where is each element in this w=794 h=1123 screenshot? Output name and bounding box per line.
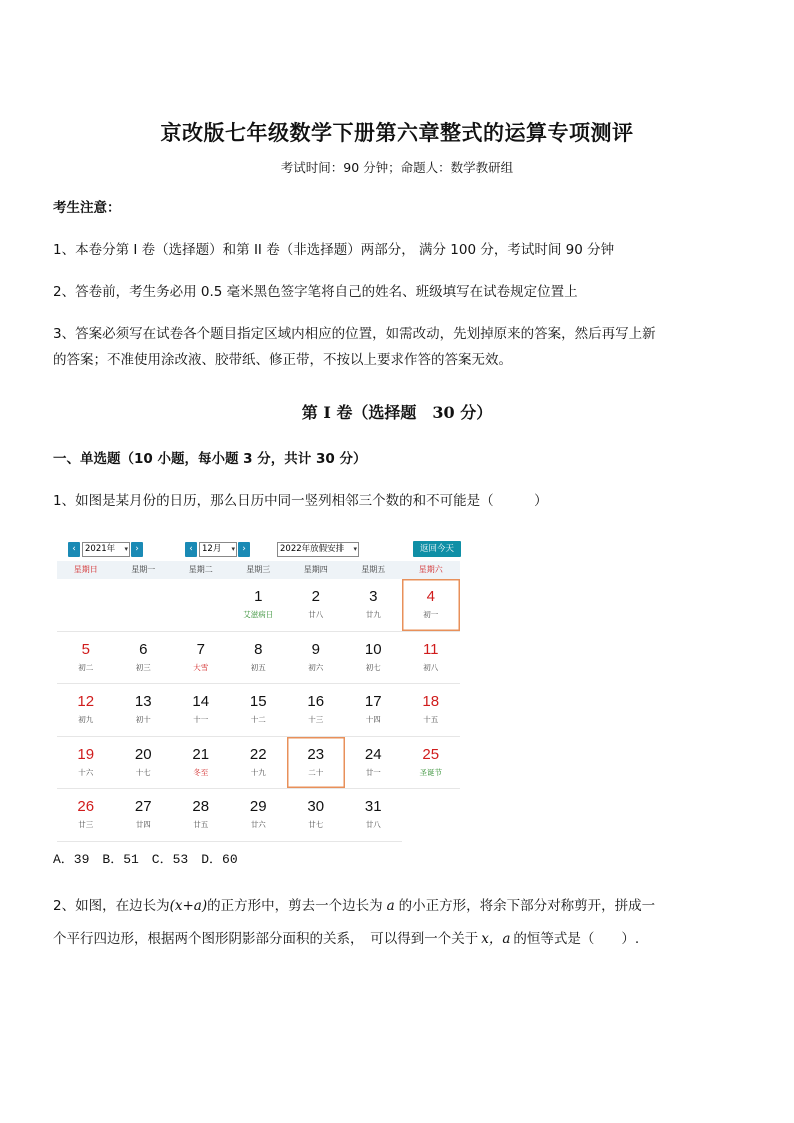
question-1: 1、如图是某月份的日历，那么日历中同一竖列相邻三个数的和不可能是（ ） [53,493,548,509]
lunar-label: 圣诞节 [419,767,442,777]
day-number: 27 [134,798,152,815]
calendar-day[interactable] [172,684,230,737]
day-number: 25 [422,745,440,763]
lunar-label: 十三 [308,715,324,724]
holiday-select[interactable] [277,542,359,557]
lunar-label: 十二 [250,715,266,724]
calendar-day[interactable] [172,737,230,790]
q2-text-d: 个平行四边形，根据两个图形阴影部分面积的关系， 可以得到一个关于 [53,931,479,947]
calendar-day[interactable] [230,737,288,790]
calendar-day[interactable] [287,684,345,737]
next-month-button[interactable]: › [238,542,250,557]
lunar-label: 初八 [423,662,439,672]
lunar-label: 十一 [193,715,209,724]
day-number: 7 [196,640,205,658]
calendar-day[interactable] [57,684,115,737]
notice-3-cont: 的答案；不准使用涂改液、胶带纸、修正带，不按以上要求作答的答案无效。 [53,352,512,368]
day-number: 30 [307,798,325,815]
calendar-empty-cell [172,579,230,632]
day-number: 11 [422,640,439,658]
lunar-label: 廿四 [135,820,151,829]
lunar-label: 廿一 [365,767,381,777]
next-year-button[interactable]: › [131,542,143,557]
lunar-label: 廿七 [308,820,324,829]
day-number: 23 [307,745,325,763]
day-number: 21 [192,745,210,763]
day-number: 6 [139,640,148,658]
lunar-label: 廿六 [250,820,266,829]
prev-year-button[interactable]: ‹ [68,542,80,557]
calendar-day[interactable] [57,737,115,790]
calendar-day[interactable] [345,579,403,632]
chevron-down-icon: ▾ [353,545,357,553]
weekday-thu: 星期四 [303,565,328,574]
calendar-day[interactable] [115,684,173,737]
calendar-day[interactable] [402,579,460,632]
month-select[interactable] [199,542,237,557]
year-select[interactable] [82,542,130,557]
question-1-options: A．39 B．51 C．53 D．60 [53,852,238,867]
day-number: 18 [422,693,440,710]
calendar-day[interactable] [57,789,115,842]
calendar-empty-cell [115,579,173,632]
day-number: 4 [426,588,435,605]
calendar-day[interactable] [115,789,173,842]
calendar [57,539,463,829]
calendar-day[interactable] [172,789,230,842]
lunar-label: 十六 [78,767,94,777]
calendar-empty-cell [57,579,115,632]
day-number: 19 [77,745,95,763]
calendar-day[interactable] [230,579,288,632]
lunar-label: 大雪 [193,662,209,672]
lunar-label: 二十 [308,767,324,777]
lunar-label: 艾滋病日 [243,610,274,619]
day-number: 8 [254,640,263,658]
chevron-down-icon: ▾ [124,545,128,553]
calendar-day[interactable] [115,632,173,685]
notice-heading: 考生注意： [53,200,121,216]
day-number: 14 [192,693,210,710]
day-number: 29 [249,798,267,815]
notice-1: 1、本卷分第 I 卷（选择题）和第 II 卷（非选择题）两部分， 满分 100 分，考试时间 90 分钟 [53,242,615,258]
day-number: 17 [364,693,382,710]
calendar-day[interactable] [287,632,345,685]
part-title: 一、单选题（10 小题，每小题 3 分，共计 30 分） [53,451,367,467]
lunar-label: 十九 [250,767,266,777]
calendar-day[interactable] [287,579,345,632]
q2-vars: x，a [481,931,511,947]
day-number: 15 [249,693,267,710]
calendar-day[interactable] [345,632,403,685]
day-number: 26 [77,798,95,815]
lunar-label: 初九 [78,715,94,724]
day-number: 12 [77,693,95,710]
calendar-day[interactable] [402,684,460,737]
calendar-day[interactable] [345,737,403,790]
q2-text-b: 的正方形中，剪去一个边长为 [207,898,383,914]
day-number: 3 [369,588,378,605]
calendar-day[interactable] [230,684,288,737]
weekday-fri: 星期五 [361,565,386,574]
weekday-header [57,561,460,579]
year-value: 2021年 [85,544,116,554]
day-number: 20 [134,745,152,763]
calendar-day[interactable] [402,737,460,790]
day-number: 28 [192,798,210,815]
day-number: 13 [134,693,152,710]
lunar-label: 初三 [135,662,151,672]
q2-var-a: a [386,898,395,914]
exam-info: 考试时间：90 分钟；命题人：数学教研组 [280,160,514,175]
day-number: 1 [254,588,263,605]
q2-text-a: 2、如图，在边长为 [53,898,170,914]
lunar-label: 廿五 [193,820,209,829]
weekday-sun: 星期日 [73,565,98,574]
lunar-label: 初二 [78,662,94,672]
lunar-label: 初十 [135,715,151,724]
calendar-day[interactable] [345,789,403,842]
day-number: 22 [249,745,267,763]
lunar-label: 廿八 [308,610,324,619]
lunar-label: 十七 [135,767,151,777]
lunar-label: 十五 [423,715,439,724]
q2-text-c: 的小正方形，将余下部分对称剪开，拼成一 [398,898,656,914]
notice-2: 2、答卷前，考生务必用 0.5 毫米黑色签字笔将自己的姓名、班级填写在试卷规定位置上 [53,284,578,300]
notice-3: 3、答案必须写在试卷各个题目指定区域内相应的位置，如需改动，先划掉原来的答案，然后再写上新 [53,326,656,342]
calendar-day[interactable] [345,684,403,737]
lunar-label: 初七 [365,662,381,672]
calendar-day[interactable] [402,632,460,685]
lunar-label: 初六 [308,662,324,672]
lunar-label: 初一 [423,610,439,619]
weekday-wed: 星期三 [246,565,271,574]
lunar-label: 廿八 [365,820,381,829]
back-to-today-button[interactable]: 返回今天 [413,541,461,557]
q2-math-side: (x+a) [169,898,208,914]
question-2-line-2 [53,926,639,953]
weekday-sat: 星期六 [418,565,443,574]
lunar-label: 冬至 [193,767,209,777]
day-number: 9 [311,640,320,658]
month-value: 12月 [202,544,222,554]
calendar-day[interactable] [287,789,345,842]
day-number: 31 [364,798,382,815]
calendar-day[interactable] [57,632,115,685]
section-title: 第 I 卷（选择题 30 分） [301,403,493,422]
day-number: 10 [364,640,382,658]
calendar-day[interactable] [115,737,173,790]
weekday-mon: 星期一 [131,565,156,574]
lunar-label: 廿三 [78,820,94,829]
lunar-label: 十四 [365,715,381,724]
lunar-label: 初五 [250,662,266,672]
holiday-value: 2022年放假安排 [280,544,345,554]
question-2-line-1 [53,893,655,920]
chevron-down-icon: ▾ [231,545,235,553]
calendar-day[interactable] [287,737,345,790]
day-number: 2 [311,588,320,605]
calendar-day[interactable] [172,632,230,685]
day-number: 16 [307,693,325,710]
calendar-day[interactable] [230,632,288,685]
page-title: 京改版七年级数学下册第六章整式的运算专项测评 [160,120,634,145]
day-number: 5 [81,640,90,658]
q2-text-e: 的恒等式是（ ）. [513,931,640,947]
day-number: 24 [364,745,382,763]
calendar-day[interactable] [230,789,288,842]
lunar-label: 廿九 [365,610,381,619]
weekday-tue: 星期二 [188,565,213,574]
prev-month-button[interactable]: ‹ [185,542,197,557]
